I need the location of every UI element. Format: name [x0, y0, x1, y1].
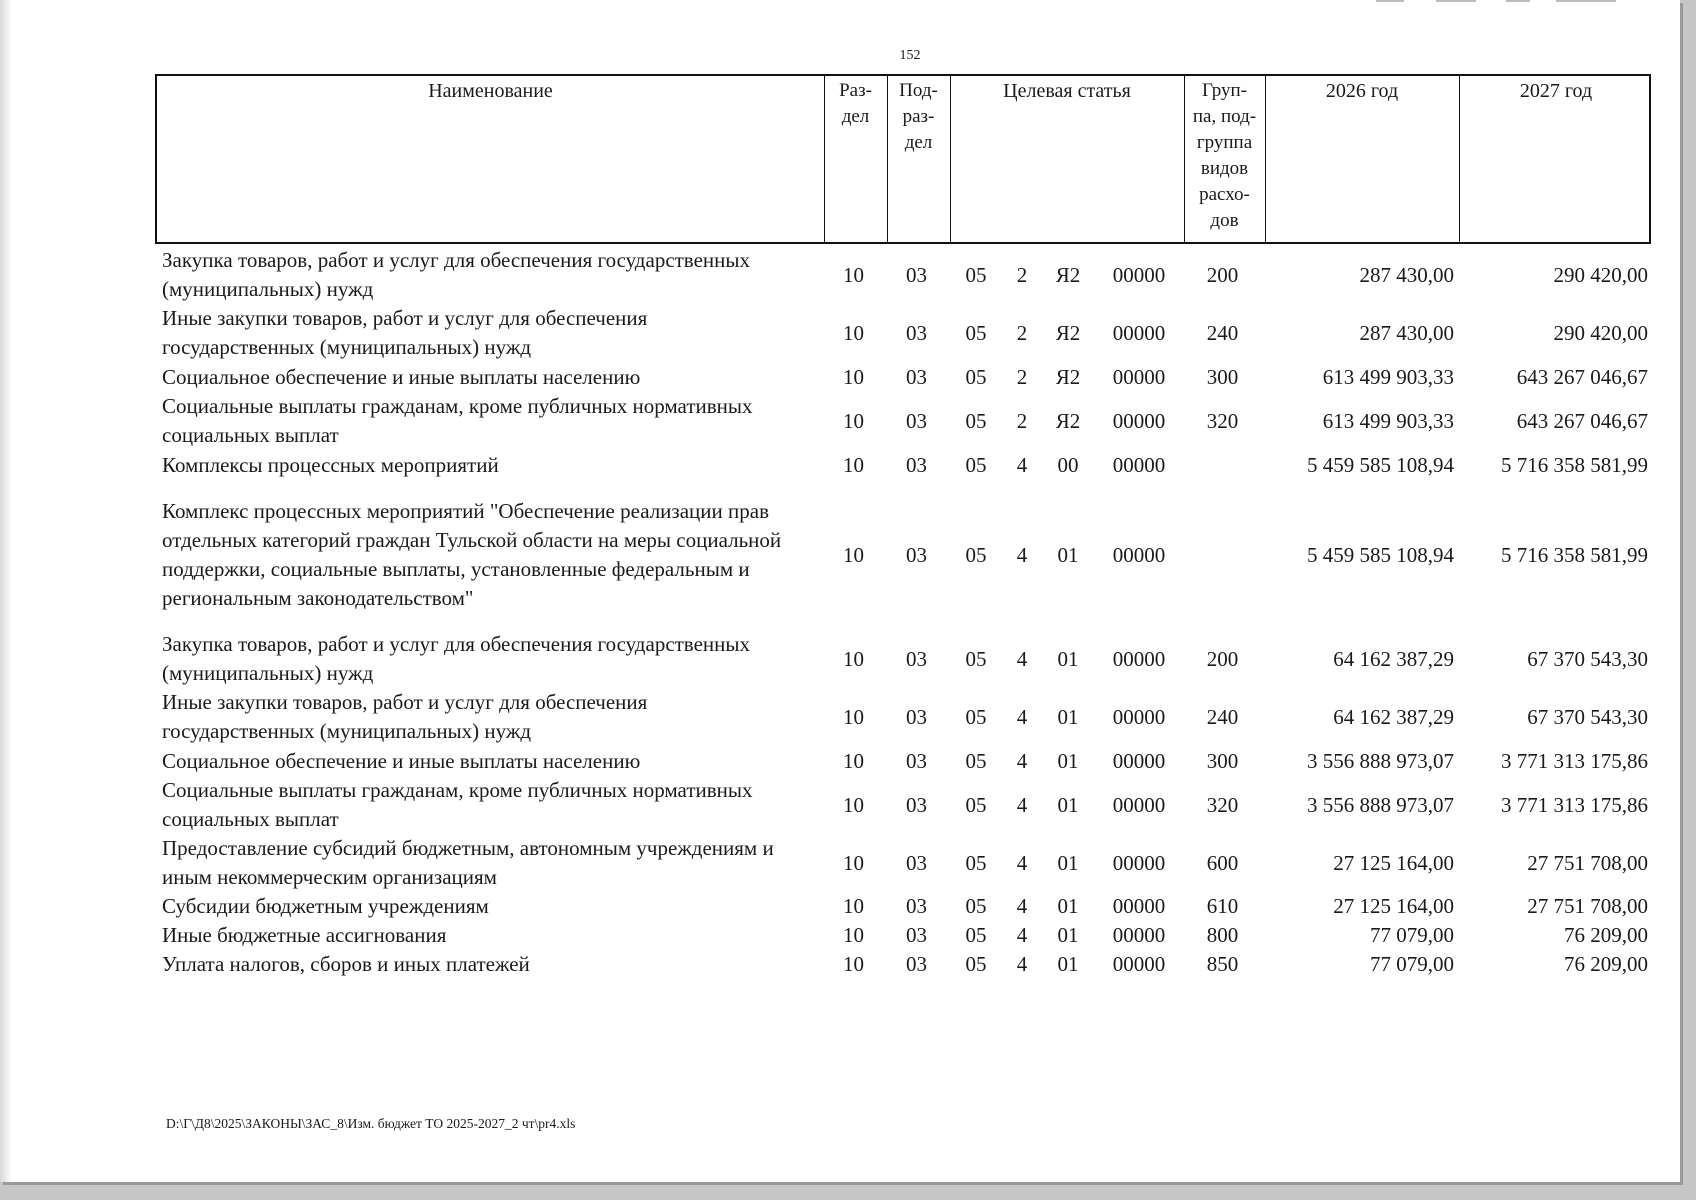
cell-rz: 10 — [843, 542, 864, 567]
cell-name: Социальное обеспечение и иные выплаты населению — [162, 364, 641, 389]
cell-pr: 03 — [906, 952, 927, 976]
cell-pr: 03 — [906, 646, 927, 671]
cell-rz: 10 — [843, 452, 864, 477]
cell-cs2: 4 — [1016, 542, 1028, 567]
cell-name: Иные закупки товаров, работ и услуг для обеспечения государственных (муниципальных) нужд — [162, 690, 648, 743]
cell-pr: 03 — [906, 408, 927, 433]
table-row — [0, 892, 1680, 921]
table-header — [155, 74, 1651, 244]
cell-rz: 10 — [843, 792, 864, 817]
cell-y2026: 77 079,00 — [1370, 952, 1454, 976]
cell-cs2: 2 — [1016, 408, 1028, 433]
cell-cs3: 01 — [1057, 792, 1079, 817]
cell-y2027: 67 370 543,30 — [1527, 646, 1648, 671]
cell-cs1: 05 — [965, 542, 987, 567]
table-row — [0, 776, 1680, 834]
cell-name: Комплекс процессных мероприятий "Обеспечение реализации прав отдельных категорий граждан Тульской области на меры социальной поддержки, социальные выплаты, установленные федеральным и региональным законодательством" — [162, 499, 782, 610]
cell-cs4: 00000 — [1112, 364, 1166, 389]
cell-name: Социальные выплаты гражданам, кроме публичных нормативных социальных выплат — [162, 778, 753, 831]
cell-cs1: 05 — [965, 850, 987, 875]
cell-cs2: 4 — [1016, 952, 1028, 976]
cell-y2027: 76 209,00 — [1564, 923, 1648, 947]
header-name: Наименование — [428, 80, 553, 102]
header-razdel: Раз- дел — [839, 80, 872, 127]
table-row — [0, 392, 1680, 450]
cell-name: Субсидии бюджетным учреждениям — [162, 894, 489, 918]
cell-rz: 10 — [843, 923, 864, 947]
cell-cs2: 4 — [1016, 704, 1028, 729]
table-row — [0, 834, 1680, 892]
cell-cs2: 4 — [1016, 923, 1028, 947]
cell-name: Уплата налогов, сборов и иных платежей — [162, 952, 530, 976]
cell-cs1: 05 — [965, 792, 987, 817]
cell-vr: 240 — [1206, 704, 1239, 729]
cell-cs3: 01 — [1057, 923, 1079, 947]
scan-marks — [1356, 0, 1656, 3]
cell-name: Социальные выплаты гражданам, кроме публичных нормативных социальных выплат — [162, 394, 753, 447]
cell-y2027: 290 420,00 — [1553, 262, 1648, 287]
cell-y2026: 613 499 903,33 — [1322, 364, 1454, 389]
cell-cs1: 05 — [965, 320, 987, 345]
table-row — [0, 480, 1680, 630]
cell-cs2: 4 — [1016, 850, 1028, 875]
cell-pr: 03 — [906, 262, 927, 287]
cell-pr: 03 — [906, 542, 927, 567]
cell-name: Закупка товаров, работ и услуг для обеспечения государственных (муниципальных) нужд — [162, 248, 751, 301]
cell-vr: 850 — [1206, 952, 1239, 976]
cell-name: Закупка товаров, работ и услуг для обеспечения государственных (муниципальных) нужд — [162, 632, 751, 685]
cell-cs3: 01 — [1057, 748, 1079, 773]
cell-rz: 10 — [843, 748, 864, 773]
table-row — [0, 950, 1680, 979]
cell-name: Комплексы процессных мероприятий — [162, 452, 499, 477]
cell-rz: 10 — [843, 320, 864, 345]
cell-cs1: 05 — [965, 894, 987, 918]
cell-cs2: 2 — [1016, 320, 1028, 345]
table-row — [0, 630, 1680, 688]
header-year-2027: 2027 год — [1519, 80, 1593, 102]
cell-pr: 03 — [906, 894, 927, 918]
cell-pr: 03 — [906, 364, 927, 389]
cell-vr: 240 — [1206, 320, 1239, 345]
cell-pr: 03 — [906, 452, 927, 477]
page-number: 152 — [899, 48, 921, 63]
cell-vr: 800 — [1206, 923, 1239, 947]
cell-rz: 10 — [843, 704, 864, 729]
cell-vr: 600 — [1206, 850, 1239, 875]
cell-y2026: 64 162 387,29 — [1333, 646, 1454, 671]
cell-vr: 320 — [1206, 408, 1239, 433]
table-row — [0, 304, 1680, 362]
cell-y2026: 3 556 888 973,07 — [1307, 748, 1454, 773]
header-podrazdel: Под- раз- дел — [899, 80, 938, 153]
cell-cs2: 4 — [1016, 452, 1028, 477]
cell-cs1: 05 — [965, 923, 987, 947]
cell-cs3: 01 — [1057, 850, 1079, 875]
cell-rz: 10 — [843, 850, 864, 875]
cell-cs4: 00000 — [1112, 923, 1166, 947]
cell-cs2: 2 — [1016, 364, 1028, 389]
cell-y2027: 3 771 313 175,86 — [1501, 792, 1648, 817]
cell-cs3: 01 — [1057, 894, 1079, 918]
cell-y2027: 290 420,00 — [1553, 320, 1648, 345]
cell-y2027: 643 267 046,67 — [1516, 364, 1648, 389]
cell-cs1: 05 — [965, 262, 987, 287]
cell-vr — [1182, 480, 1263, 630]
cell-pr: 03 — [906, 320, 927, 345]
cell-cs1: 05 — [965, 452, 987, 477]
cell-y2026: 3 556 888 973,07 — [1307, 792, 1454, 817]
cell-cs2: 4 — [1016, 894, 1028, 918]
cell-y2027: 27 751 708,00 — [1527, 850, 1648, 875]
cell-cs3: 01 — [1057, 542, 1079, 567]
cell-vr: 300 — [1206, 364, 1239, 389]
cell-y2026: 5 459 585 108,94 — [1307, 542, 1454, 567]
cell-y2027: 5 716 358 581,99 — [1501, 452, 1648, 477]
cell-name: Иные бюджетные ассигнования — [162, 923, 447, 947]
table-row — [0, 688, 1680, 746]
cell-cs4: 00000 — [1112, 542, 1166, 567]
cell-cs3: Я2 — [1055, 364, 1081, 389]
cell-y2026: 5 459 585 108,94 — [1307, 452, 1454, 477]
cell-pr: 03 — [906, 704, 927, 729]
cell-cs1: 05 — [965, 646, 987, 671]
file-path-footer: D:\Г\Д8\2025\ЗАКОНЫ\ЗАС_8\Изм. бюджет ТО 2025-2027_2 чт\pr4.xls — [166, 1116, 576, 1131]
cell-pr: 03 — [906, 748, 927, 773]
cell-vr: 200 — [1206, 646, 1239, 671]
cell-cs4: 00000 — [1112, 952, 1166, 976]
table-row — [0, 746, 1680, 776]
cell-cs1: 05 — [965, 704, 987, 729]
cell-rz: 10 — [843, 952, 864, 976]
cell-cs4: 00000 — [1112, 894, 1166, 918]
cell-cs3: Я2 — [1055, 408, 1081, 433]
cell-cs4: 00000 — [1112, 262, 1166, 287]
cell-cs3: 01 — [1057, 704, 1079, 729]
cell-cs4: 00000 — [1112, 850, 1166, 875]
cell-y2026: 64 162 387,29 — [1333, 704, 1454, 729]
cell-cs1: 05 — [965, 748, 987, 773]
cell-cs4: 00000 — [1112, 408, 1166, 433]
cell-rz: 10 — [843, 364, 864, 389]
cell-pr: 03 — [906, 923, 927, 947]
cell-y2027: 3 771 313 175,86 — [1501, 748, 1648, 773]
cell-rz: 10 — [843, 646, 864, 671]
header-celevaya-statya: Целевая статья — [1003, 80, 1131, 102]
cell-y2027: 643 267 046,67 — [1516, 408, 1648, 433]
cell-cs2: 4 — [1016, 748, 1028, 773]
cell-vr — [1182, 450, 1263, 480]
header-gruppa-vidov-rashodov: Груп- па, под- группа видов расхо- дов — [1192, 80, 1257, 231]
cell-rz: 10 — [843, 894, 864, 918]
cell-cs3: 00 — [1057, 452, 1079, 477]
cell-pr: 03 — [906, 792, 927, 817]
table-row — [0, 246, 1680, 304]
cell-cs3: Я2 — [1055, 262, 1081, 287]
cell-cs2: 4 — [1016, 646, 1028, 671]
cell-cs3: 01 — [1057, 952, 1079, 976]
cell-pr: 03 — [906, 850, 927, 875]
cell-cs1: 05 — [965, 364, 987, 389]
cell-name: Иные закупки товаров, работ и услуг для обеспечения государственных (муниципальных) нужд — [162, 306, 648, 359]
cell-y2027: 67 370 543,30 — [1527, 704, 1648, 729]
cell-vr: 320 — [1206, 792, 1239, 817]
cell-cs1: 05 — [965, 952, 987, 976]
cell-y2027: 76 209,00 — [1564, 952, 1648, 976]
cell-y2026: 27 125 164,00 — [1333, 894, 1454, 918]
cell-rz: 10 — [843, 262, 864, 287]
cell-cs4: 00000 — [1112, 646, 1166, 671]
cell-cs4: 00000 — [1112, 792, 1166, 817]
cell-cs1: 05 — [965, 408, 987, 433]
cell-rz: 10 — [843, 408, 864, 433]
cell-cs3: Я2 — [1055, 320, 1081, 345]
cell-cs4: 00000 — [1112, 748, 1166, 773]
table-row — [0, 921, 1680, 950]
cell-cs4: 00000 — [1112, 320, 1166, 345]
table-row — [0, 362, 1680, 392]
cell-cs2: 4 — [1016, 792, 1028, 817]
cell-y2026: 287 430,00 — [1359, 262, 1454, 287]
cell-y2026: 287 430,00 — [1359, 320, 1454, 345]
cell-vr: 200 — [1206, 262, 1239, 287]
cell-vr: 300 — [1206, 748, 1239, 773]
cell-cs2: 2 — [1016, 262, 1028, 287]
cell-cs4: 00000 — [1112, 452, 1166, 477]
cell-cs4: 00000 — [1112, 704, 1166, 729]
cell-vr: 610 — [1206, 894, 1239, 918]
cell-y2026: 27 125 164,00 — [1333, 850, 1454, 875]
cell-y2026: 77 079,00 — [1370, 923, 1454, 947]
cell-y2027: 5 716 358 581,99 — [1501, 542, 1648, 567]
cell-y2026: 613 499 903,33 — [1322, 408, 1454, 433]
cell-y2027: 27 751 708,00 — [1527, 894, 1648, 918]
cell-name: Предоставление субсидий бюджетным, автономным учреждениям и иным некоммерческим организациям — [162, 836, 774, 889]
cell-name: Социальное обеспечение и иные выплаты населению — [162, 748, 641, 773]
cell-cs3: 01 — [1057, 646, 1079, 671]
header-year-2026: 2026 год — [1325, 80, 1399, 102]
table-row — [0, 450, 1680, 480]
